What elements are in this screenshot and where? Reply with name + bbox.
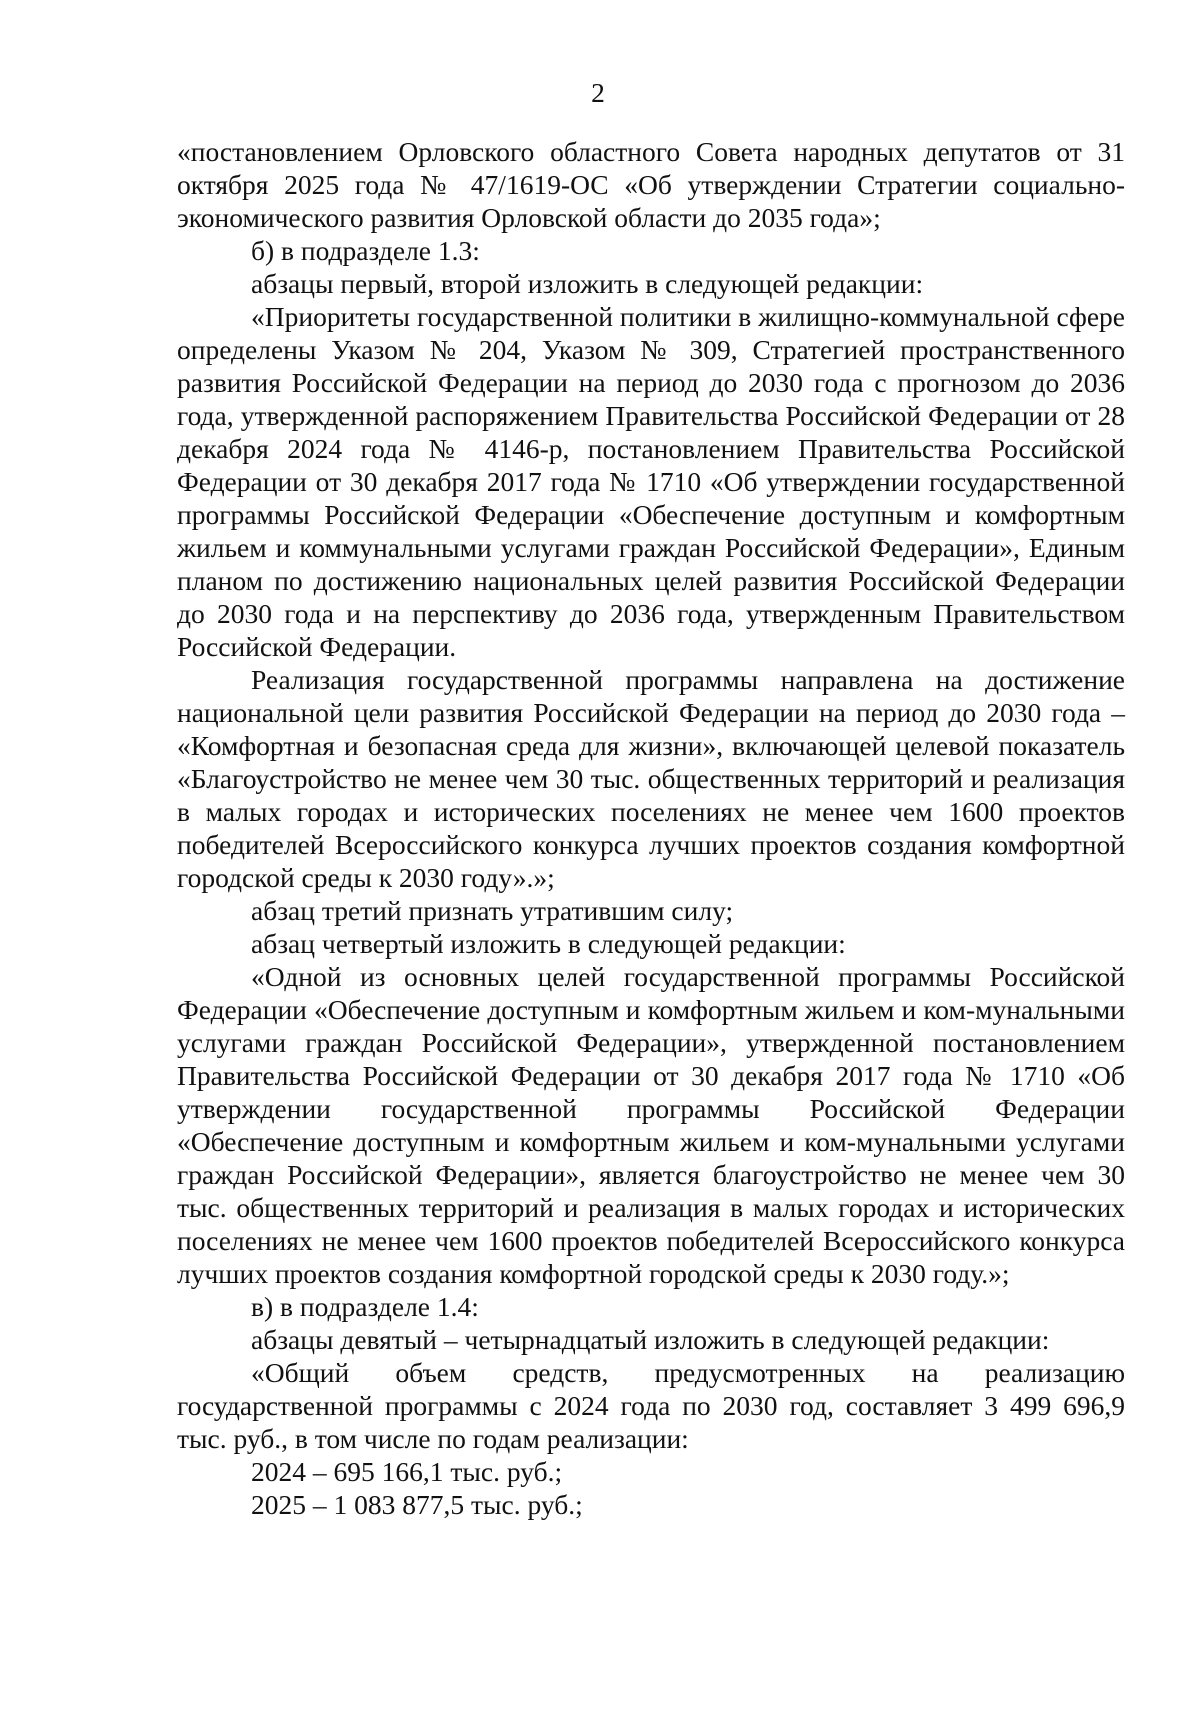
paragraph-implementation: Реализация государственной программы направлена на достижение национальной цели развития Российской Федерации на период до 2030 года – «Комфортная и безопасная среда для жизни», включающей целевой показатель «Благоустройство не менее чем 30 тыс. общественных территорий и реализация в малых городах и исторических поселениях не менее чем 1600 проектов победителей Всероссийского конкурса лучших проектов создания комфортной городской среды к 2030 году».»; [177,664,1125,893]
paragraph-instruction: абзацы первый, второй изложить в следующей редакции: [251,268,924,299]
paragraph-subsection-v: в) в подразделе 1.4: [251,1291,479,1322]
paragraph-subsection-b: б) в подразделе 1.3: [251,235,480,266]
paragraph-instruction: абзац третий признать утратившим силу; [251,895,734,926]
paragraph-priorities: «Приоритеты государственной политики в жилищно-коммунальной сфере определены Указом № 204, Указом № 309, Стратегией пространственного развития Российской Федерации на период до 2030 года с прогнозом до 2036 года, утвержденной распоряжением Правительства Российской Федерации от 28 декабря 2024 года № 4146-р, постановлением Правительства Российской Федерации от 30 декабря 2017 года № 1710 «Об утверждении государственной программы Российской Федерации «Обеспечение доступным и комфортным жильем и коммунальными услугами граждан Российской Федерации», Единым планом по достижению национальных целей развития Российской Федерации до 2030 года и на перспективу до 2036 года, утвержденным Правительством Российской Федерации. [177,301,1125,662]
paragraph-funding-year: 2024 – 695 166,1 тыс. руб.; [251,1456,563,1487]
paragraph-continuation: «постановлением Орловского областного Совета народных депутатов от 31 октября 2025 года № 47/1619-ОС «Об утверждении Стратегии социально-экономического развития Орловской области до 2035 года»; [177,136,1125,233]
paragraph-instruction: абзацы девятый – четырнадцатый изложить в следующей редакции: [251,1324,1050,1355]
paragraph-instruction: абзац четвертый изложить в следующей редакции: [251,928,846,959]
paragraph-funding-year: 2025 – 1 083 877,5 тыс. руб.; [251,1489,583,1520]
paragraph-funding-total: «Общий объем средств, предусмотренных на реализацию государственной программы с 2024 года по 2030 год, составляет 3 499 696,9 тыс. руб., в том числе по годам реализации: [177,1357,1125,1454]
paragraph-main-goal: «Одной из основных целей государственной программы Российской Федерации «Обеспечение доступным и комфортным жильем и ком-мунальными услугами граждан Российской Федерации», утвержденной постановлением Правительства Российской Федерации от 30 декабря 2017 года № 1710 «Об утверждении государственной программы Российской Федерации «Обеспечение доступным и комфортным жильем и ком-мунальными услугами граждан Российской Федерации», является благоустройство не менее чем 30 тыс. общественных территорий и реализация в малых городах и исторических поселениях не менее чем 1600 проектов победителей Всероссийского конкурса лучших проектов создания комфортной городской среды к 2030 году.»; [177,961,1125,1289]
page-number: 2 [591,77,605,108]
